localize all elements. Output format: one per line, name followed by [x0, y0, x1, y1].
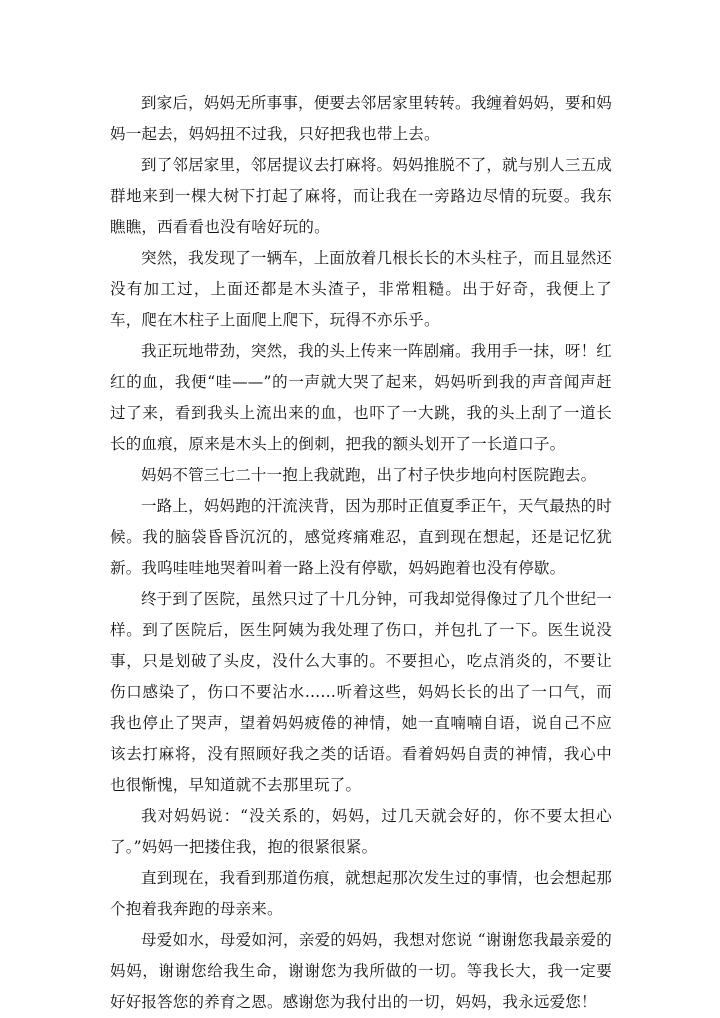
paragraph-9: 直到现在，我看到那道伤痕，就想起那次发生过的事情，也会想起那个抱着我奔跑的母亲来。 — [110, 869, 613, 918]
paragraph-8: 我对妈妈说：“没关系的，妈妈，过几天就会好的，你不要太担心了。”妈妈一把搂住我，抱的很紧很紧。 — [110, 807, 612, 856]
paragraph-2: 到了邻居家里，邻居提议去打麻将。妈妈推脱不了，就与别人三五成群地来到一棵大树下打起了麻将，而让我在一旁路边尽情的玩耍。我东瞧瞧，西看看也没有啥好玩的。 — [110, 156, 613, 236]
paragraph-5: 妈妈不管三七二十一抱上我就跑，出了村子快步地向村医院跑去。 — [141, 466, 597, 484]
document-page — [110, 88, 612, 1018]
paragraph-4: 我正玩地带劲，突然，我的头上传来一阵剧痛。我用手一抹，呀！红红的血，我便“哇——”的一声就大哭了起来，妈妈听到我的声音闻声赶过了来，看到我头上流出来的血，也吓了一大跳，我的头上刮了一道长长的血痕，原来是木头上的倒刺，把我的额头划开了一长道口子。 — [110, 342, 613, 453]
paragraph-1: 到家后，妈妈无所事事，便要去邻居家里转转。我缠着妈妈，要和妈妈一起去，妈妈扭不过我，只好把我也带上去。 — [110, 94, 613, 143]
paragraph-3: 突然，我发现了一辆车，上面放着几根长长的木头柱子，而且显然还没有加工过，上面还都是木头渣子，非常粗糙。出于好奇，我便上了车，爬在木柱子上面爬上爬下，玩得不亦乐乎。 — [110, 249, 613, 329]
paragraph-7: 终于到了医院，虽然只过了十几分钟，可我却觉得像过了几个世纪一样。到了医院后，医生阿姨为我处理了伤口，并包扎了一下。医生说没事，只是划破了头皮，没什么大事的。不要担心，吃点消炎的，不要让伤口感染了，伤口不要沾水……听着这些，妈妈长长的出了一口气，而我也停止了哭声，望着妈妈疲倦的神情，她一直喃喃自语，说自己不应该去打麻将，没有照顾好我之类的话语。看着妈妈自责的神情，我心中也很惭愧，早知道就不去那里玩了。 — [110, 590, 613, 794]
paragraph-10: 母爱如水，母爱如河，亲爱的妈妈，我想对您说 “谢谢您我最亲爱的妈妈，谢谢您给我生命，谢谢您为我所做的一切。等我长大，我一定要好好报答您的养育之恩。感谢您为我付出的一切，妈妈，我永远爱您！ — [110, 931, 612, 1011]
paragraph-6: 一路上，妈妈跑的汗流浃背，因为那时正值夏季正午，天气最热的时候。我的脑袋昏昏沉沉的，感觉疼痛难忍，直到现在想起，还是记忆犹新。我呜哇哇地哭着叫着一路上没有停歇，妈妈跑着也没有停歇。 — [110, 497, 613, 577]
